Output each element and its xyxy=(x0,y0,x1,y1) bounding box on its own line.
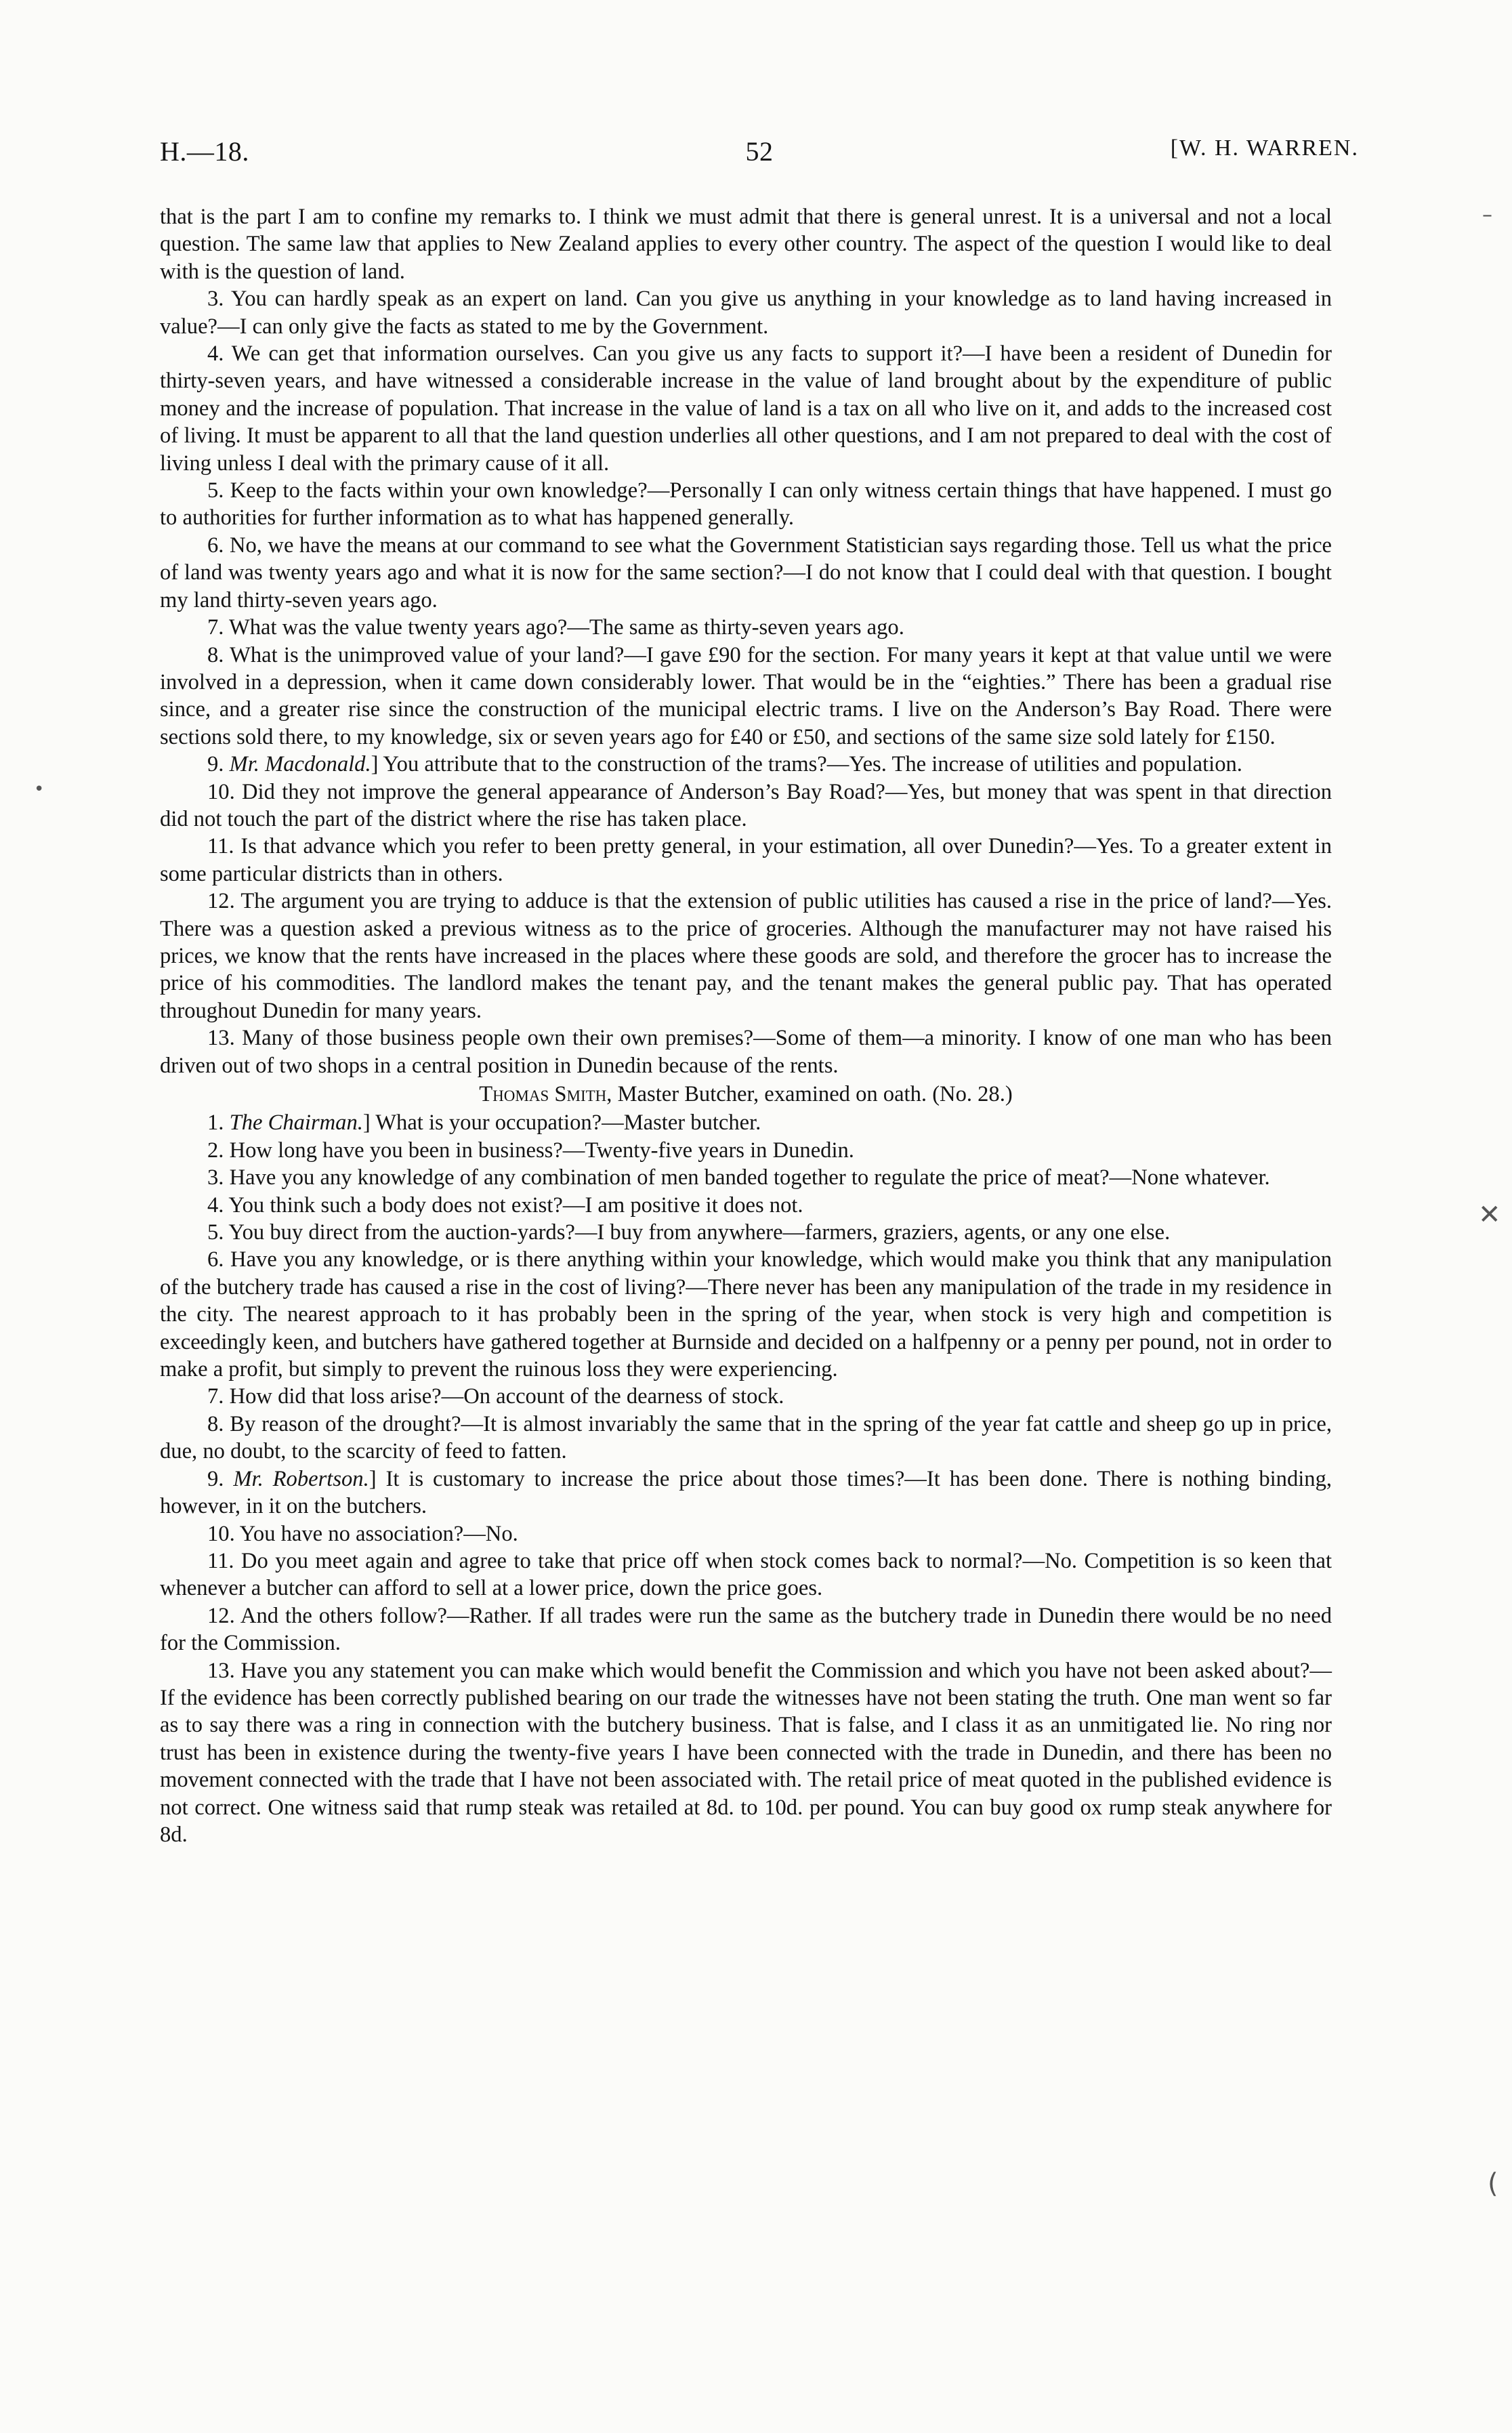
witness-running-head: [W. H. WARREN. xyxy=(1170,136,1359,161)
witness-heading xyxy=(160,1081,1332,1108)
paragraph: 13. Many of those business people own their own premises?—Some of them—a minority. I know of one man who has been driven out of two shops in a central position in Dunedin because of the rents. xyxy=(160,1026,1332,1078)
paragraph: 3. You can hardly speak as an expert on land. Can you give us anything in your knowledge as to land having increased in value?—I can only give the facts as stated to me by the Government. xyxy=(160,287,1332,339)
witness-name: Thomas Smith xyxy=(479,1082,607,1106)
paragraph: 7. What was the value twenty years ago?—The same as thirty-seven years ago. xyxy=(207,615,904,640)
page-number: 52 xyxy=(745,136,774,167)
paragraph xyxy=(160,1465,1332,1520)
paragraph-text: ] What is your occupation?—Master butcher. xyxy=(362,1110,761,1136)
paragraph-text: ] You attribute that to the construction of the trams?—Yes. The increase of utilities and population. xyxy=(371,752,1242,777)
witness-description: , Master Butcher, examined on oath. (No. 28.) xyxy=(606,1082,1013,1106)
margin-mark: • xyxy=(34,779,45,799)
paragraph: 3. Have you any knowledge of any combination of men banded together to regulate the price of meat?—None whatever. xyxy=(207,1165,1270,1190)
paragraph: 4. We can get that information ourselves. Can you give us any facts to support it?—I have been a resident of Dunedin for thirty-seven years, and have witnessed a considerable increase in the value of land brought about by the expenditure of public money and the increase of population. That increase in the value of land is a tax on all who live on it, and adds to the increased cost of living. It must be apparent to all that the land question underlies all other questions, and I am not prepared to deal with the cost of living unless I deal with the primary cause of it all. xyxy=(160,341,1332,476)
margin-mark: – xyxy=(1482,203,1492,227)
paragraph: 5. You buy direct from the auction-yards?—I buy from anywhere—farmers, graziers, agents, or any one else. xyxy=(207,1220,1171,1245)
paragraph: 12. The argument you are trying to adduce is that the extension of public utilities has caused a rise in the price of land?—Yes. There was a question asked a previous witness as to the price of groceries. Although the manufacturer may not have raised his prices, we know that the rents have increased in the places where these goods are sold, and therefore the grocer has to increase the price of his commodities. The landlord makes the tenant pay, and the tenant makes the general public pay. That has operated throughout Dunedin for many years. xyxy=(160,889,1332,1023)
page-header xyxy=(160,136,1359,176)
paragraph: 11. Is that advance which you refer to been pretty general, in your estimation, all over Dunedin?—Yes. To a greater extent in some particular districts than in others. xyxy=(160,834,1332,886)
paragraph: 8. By reason of the drought?—It is almost invariably the same that in the spring of the year fat cattle and sheep go up in price, due, no doubt, to the scarcity of feed to fatten. xyxy=(160,1411,1332,1464)
paragraph: 8. What is the unimproved value of your land?—I gave £90 for the section. For many years it kept at that value until we were involved in a depression, when it came down considerably lower. That would be in the “eighties.” There has been a gradual rise since, and a greater rise since the construction of the municipal electric trams. I live on the Anderson’s Bay Road. There were sections sold there, to my knowledge, six or seven years ago for £40 or £50, and sections of the same size sold lately for £150. xyxy=(160,642,1332,749)
paragraph xyxy=(160,1109,1332,1136)
page-body xyxy=(160,203,1332,1848)
paragraph: that is the part I am to confine my remarks to. I think we must admit that there is general unrest. It is a universal and not a local question. The same law that applies to New Zealand applies to every other country. The aspect of the question I would like to deal with is the question of land. xyxy=(160,205,1332,284)
margin-mark: ✕ xyxy=(1478,1199,1501,1230)
margin-mark: ( xyxy=(1488,2168,1498,2199)
paragraph xyxy=(160,751,1332,778)
speaker-name: Mr. Robertson. xyxy=(233,1466,369,1491)
paragraph: 13. Have you any statement you can make which would benefit the Commission and which you have not been asked about?—If the evidence has been correctly published bearing on our trade the witnesses have not been stating the truth. One man went so far as to say there was a ring in connection with the butchery business. That is false, and I class it as an unmitigated lie. No ring nor trust has been in existence during the twenty-five years I have been connected with the trade in Dunedin, and there has been no movement connected with the trade that I have not been associated with. The retail price of meat quoted in the published evidence is not correct. One witness said that rump steak was retailed at 8d. to 10d. per pound. You can buy good ox rump steak anywhere for 8d. xyxy=(160,1658,1332,1847)
speaker-name: The Chairman. xyxy=(229,1110,363,1136)
question-number: 1. xyxy=(207,1110,230,1136)
question-number: 9. xyxy=(207,1466,234,1491)
paragraph: 5. Keep to the facts within your own knowledge?—Personally I can only witness certain things that have happened. I must go to authorities for further information as to what has happened generally. xyxy=(160,478,1332,531)
question-number: 9. xyxy=(207,752,230,777)
paragraph: 6. Have you any knowledge, or is there anything within your knowledge, which would make you think that any manipulation of the butchery trade has caused a rise in the cost of living?—There never has been any manipulation of the trade in my residence in the city. The nearest approach to it has probably been in the spring of the year, when stock is very high and competition is exceedingly keen, and butchers have gathered together at Burnside and decided on a halfpenny or a penny per pound, not in order to make a profit, but simply to prevent the ruinous loss they were experiencing. xyxy=(160,1247,1332,1382)
paragraph: 10. Did they not improve the general appearance of Anderson’s Bay Road?—Yes, but money that was spent in that direction did not touch the part of the district where the rise has taken place. xyxy=(160,779,1332,831)
paragraph: 2. How long have you been in business?—Twenty-five years in Dunedin. xyxy=(207,1138,854,1163)
paragraph: 10. You have no association?—No. xyxy=(207,1521,518,1546)
paragraph: 11. Do you meet again and agree to take that price off when stock comes back to normal?—No. Competition is so keen that whenever a butcher can afford to sell at a lower price, down the price goes. xyxy=(160,1548,1332,1601)
paragraph: 7. How did that loss arise?—On account of the dearness of stock. xyxy=(207,1384,784,1409)
report-reference: H.—18. xyxy=(160,136,249,167)
paragraph: 6. No, we have the means at our command to see what the Government Statistician says regarding those. Tell us what the price of land was twenty years ago and what it is now for the same section?—I do not know that I could deal with that question. I bought my land thirty-seven years ago. xyxy=(160,533,1332,612)
paragraph: 4. You think such a body does not exist?—I am positive it does not. xyxy=(207,1192,803,1218)
paragraph-text: ] It is customary to increase the price about those times?—It has been done. There is nothing binding, however, in it on the butchers. xyxy=(160,1466,1332,1519)
speaker-name: Mr. Macdonald. xyxy=(229,752,371,777)
paragraph: 12. And the others follow?—Rather. If all trades were run the same as the butchery trade in Dunedin there would be no need for the Commission. xyxy=(160,1603,1332,1656)
